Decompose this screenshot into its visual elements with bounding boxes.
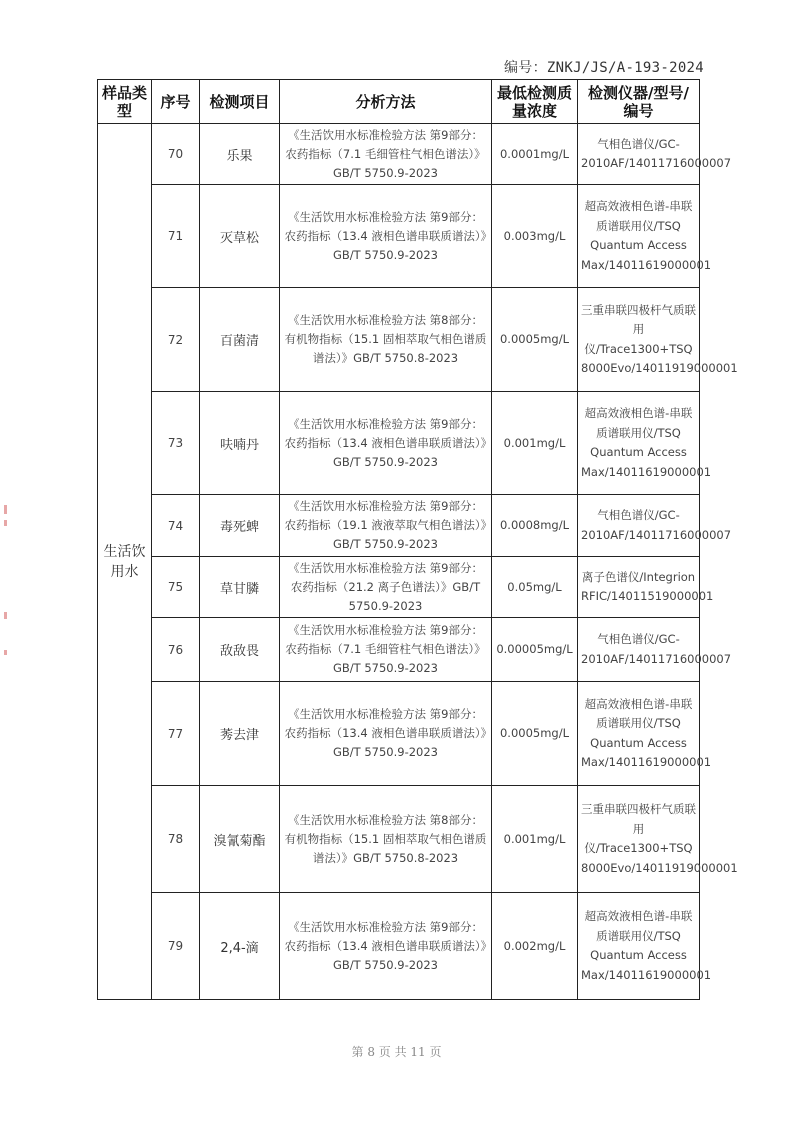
- instrument-cell: 离子色谱仪/Integrion RFIC/14011519000001: [578, 557, 700, 618]
- seq-cell: 79: [152, 893, 200, 1000]
- header-method: 分析方法: [280, 80, 492, 124]
- method-cell: 《生活饮用水标准检验方法 第9部分：农药指标（13.4 液相色谱串联质谱法）》GB/T 5750.9-2023: [280, 392, 492, 495]
- instrument-cell: 超高效液相色谱-串联质谱联用仪/TSQ Quantum Access Max/14011619000001: [578, 682, 700, 786]
- table-row: [98, 682, 700, 786]
- item-cell: 敌敌畏: [200, 618, 280, 682]
- seq-cell: 72: [152, 288, 200, 392]
- method-cell: 《生活饮用水标准检验方法 第9部分：农药指标（13.4 液相色谱串联质谱法）》GB/T 5750.9-2023: [280, 893, 492, 1000]
- item-cell: 草甘膦: [200, 557, 280, 618]
- header-limit: 最低检测质量浓度: [492, 80, 578, 124]
- header-seq: 序号: [152, 80, 200, 124]
- header-sample-type: 样品类型: [98, 80, 152, 124]
- margin-stamp-mark: [4, 505, 7, 514]
- table-row: [98, 392, 700, 495]
- limit-cell: 0.0001mg/L: [492, 124, 578, 185]
- instrument-cell: 三重串联四极杆气质联用仪/Trace1300+TSQ 8000Evo/14011919000001: [578, 288, 700, 392]
- header-item: 检测项目: [200, 80, 280, 124]
- instrument-cell: 气相色谱仪/GC-2010AF/14011716000007: [578, 618, 700, 682]
- table-row: [98, 557, 700, 618]
- seq-cell: 70: [152, 124, 200, 185]
- limit-cell: 0.0005mg/L: [492, 682, 578, 786]
- margin-stamp-mark: [4, 612, 7, 619]
- item-cell: 灭草松: [200, 185, 280, 288]
- instrument-cell: 三重串联四极杆气质联用仪/Trace1300+TSQ 8000Evo/14011919000001: [578, 786, 700, 893]
- table-header-row: [98, 80, 700, 124]
- item-cell: 毒死蜱: [200, 495, 280, 557]
- limit-cell: 0.001mg/L: [492, 392, 578, 495]
- item-cell: 乐果: [200, 124, 280, 185]
- limit-cell: 0.0005mg/L: [492, 288, 578, 392]
- instrument-cell: 超高效液相色谱-串联质谱联用仪/TSQ Quantum Access Max/14011619000001: [578, 392, 700, 495]
- limit-cell: 0.003mg/L: [492, 185, 578, 288]
- method-cell: 《生活饮用水标准检验方法 第9部分：农药指标（7.1 毛细管柱气相色谱法）》GB/T 5750.9-2023: [280, 618, 492, 682]
- margin-stamp-mark: [4, 520, 7, 526]
- document-number: 编号：ZNKJ/JS/A-193-2024: [504, 60, 705, 76]
- table-row: [98, 288, 700, 392]
- table-row: [98, 495, 700, 557]
- table-row: [98, 185, 700, 288]
- limit-cell: 0.0008mg/L: [492, 495, 578, 557]
- method-cell: 《生活饮用水标准检验方法 第8部分：有机物指标（15.1 固相萃取气相色谱质谱法）》GB/T 5750.8-2023: [280, 288, 492, 392]
- instrument-cell: 超高效液相色谱-串联质谱联用仪/TSQ Quantum Access Max/14011619000001: [578, 893, 700, 1000]
- table-row: [98, 786, 700, 893]
- page-footer: 第 8 页 共 11 页: [351, 1045, 442, 1059]
- seq-cell: 74: [152, 495, 200, 557]
- instrument-cell: 气相色谱仪/GC-2010AF/14011716000007: [578, 124, 700, 185]
- sample-type-cell: 生活饮用水: [98, 124, 152, 1000]
- table-row: [98, 618, 700, 682]
- item-cell: 莠去津: [200, 682, 280, 786]
- instrument-cell: 超高效液相色谱-串联质谱联用仪/TSQ Quantum Access Max/14011619000001: [578, 185, 700, 288]
- limit-cell: 0.001mg/L: [492, 786, 578, 893]
- method-cell: 《生活饮用水标准检验方法 第9部分：农药指标（21.2 离子色谱法）》GB/T 5750.9-2023: [280, 557, 492, 618]
- limit-cell: 0.002mg/L: [492, 893, 578, 1000]
- seq-cell: 73: [152, 392, 200, 495]
- item-cell: 百菌清: [200, 288, 280, 392]
- seq-cell: 76: [152, 618, 200, 682]
- header-instrument: 检测仪器/型号/编号: [578, 80, 700, 124]
- table-row: [98, 124, 700, 185]
- method-cell: 《生活饮用水标准检验方法 第9部分：农药指标（7.1 毛细管柱气相色谱法）》GB/T 5750.9-2023: [280, 124, 492, 185]
- seq-cell: 78: [152, 786, 200, 893]
- limit-cell: 0.05mg/L: [492, 557, 578, 618]
- test-method-table: [97, 79, 738, 1000]
- seq-cell: 75: [152, 557, 200, 618]
- seq-cell: 71: [152, 185, 200, 288]
- method-cell: 《生活饮用水标准检验方法 第8部分：有机物指标（15.1 固相萃取气相色谱质谱法）》GB/T 5750.8-2023: [280, 786, 492, 893]
- item-cell: 2,4-滴: [200, 893, 280, 1000]
- item-cell: 呋喃丹: [200, 392, 280, 495]
- seq-cell: 77: [152, 682, 200, 786]
- table-row: [98, 893, 700, 1000]
- instrument-cell: 气相色谱仪/GC-2010AF/14011716000007: [578, 495, 700, 557]
- margin-stamp-mark: [4, 650, 7, 655]
- limit-cell: 0.00005mg/L: [492, 618, 578, 682]
- method-cell: 《生活饮用水标准检验方法 第9部分：农药指标（19.1 液液萃取气相色谱法）》GB/T 5750.9-2023: [280, 495, 492, 557]
- item-cell: 溴氰菊酯: [200, 786, 280, 893]
- method-cell: 《生活饮用水标准检验方法 第9部分：农药指标（13.4 液相色谱串联质谱法）》GB/T 5750.9-2023: [280, 682, 492, 786]
- method-cell: 《生活饮用水标准检验方法 第9部分：农药指标（13.4 液相色谱串联质谱法）》GB/T 5750.9-2023: [280, 185, 492, 288]
